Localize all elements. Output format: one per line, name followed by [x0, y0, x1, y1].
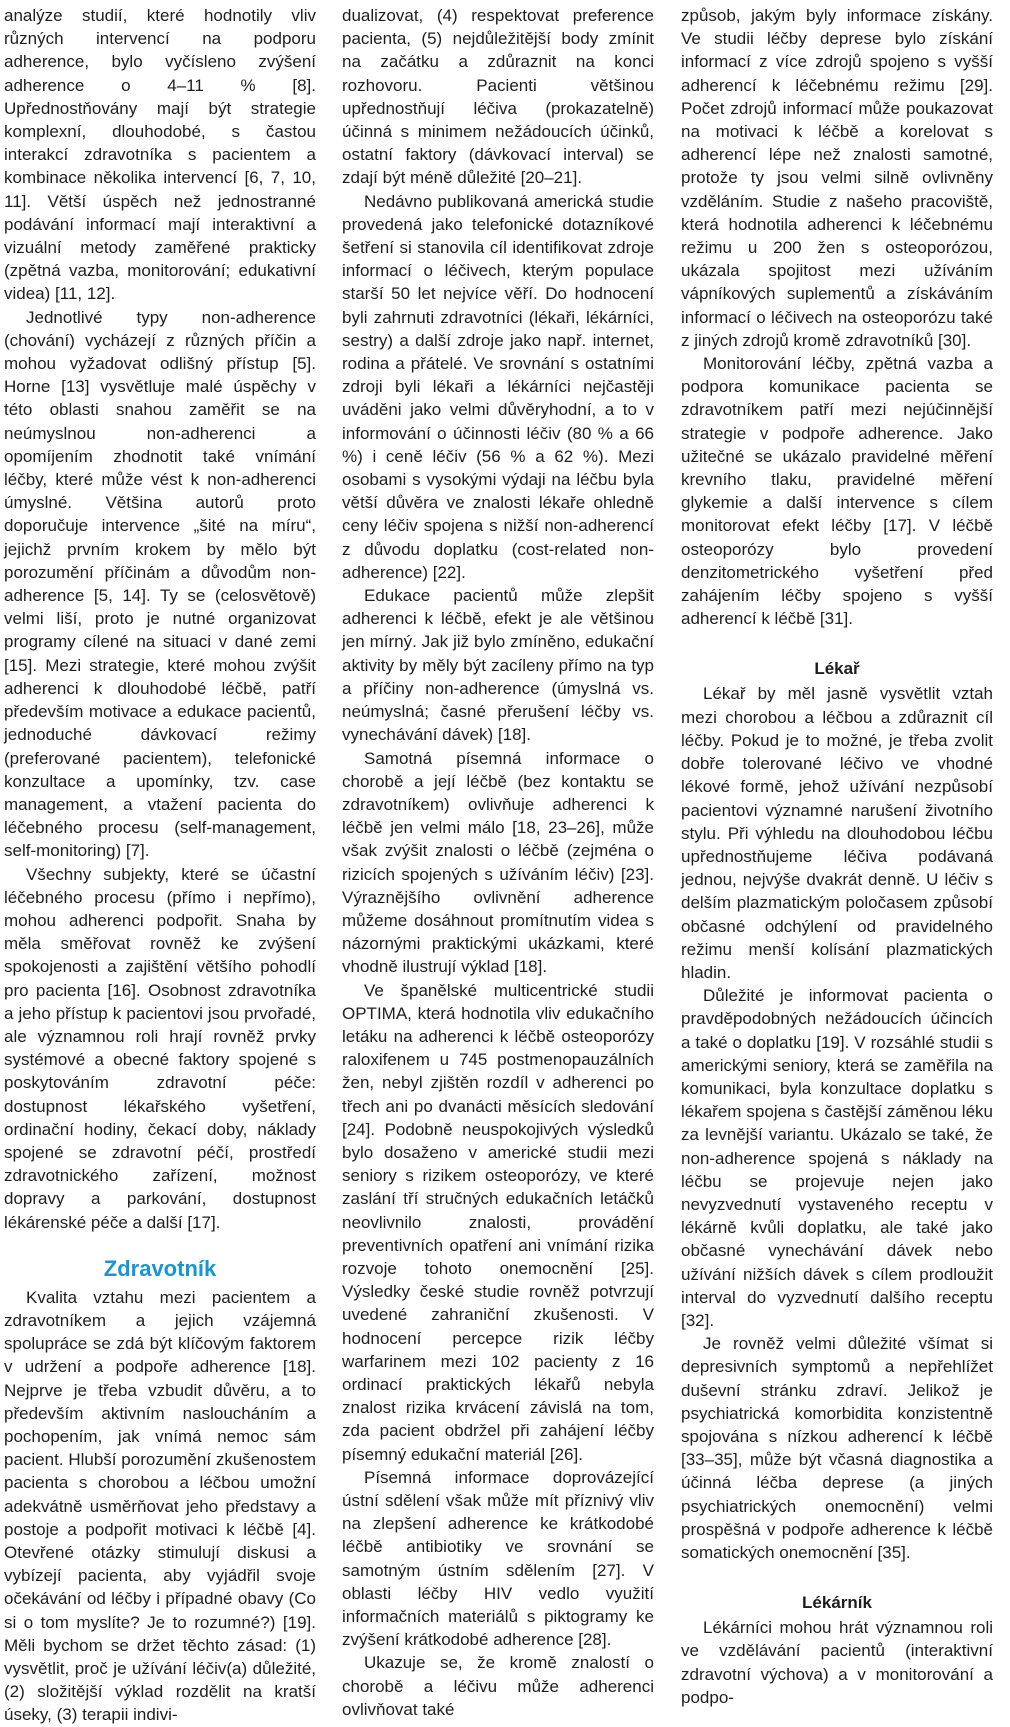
paragraph: Důležité je informovat pacienta o pravděpodobných nežádoucích účincích a také o doplatku [19]. V rozsáhlé studii s americkými seniory, která se zaměřila na komunikaci, byla konzultace doplatku s lékařem spojena s častější záměnou léku za levnější variantu. Ukázalo se také, že non-adherence spojená s náklady na léčbu se projevuje nejen jako nevyzvednutí vystaveného receptu v lékárně kvůli doplatku, ale také jako občasné vynechávání dávek nebo užívání nižších dávek s cílem prodloužit interval do vyzvednutí dalšího receptu [32].: [681, 986, 993, 1330]
text-column-1: [4, 4, 316, 1727]
paragraph: Monitorování léčby, zpětná vazba a podpora komunikace pacienta se zdravotníkem patří mezi nejúčinnější strategie v podpoře adherence. Jako užitečné se ukázalo pravidelné měření krevního tlaku, pravidelné měření glykemie a další intervence s cílem monitorovat efekt léčby [17]. V léčbě osteoporózy bylo provedení denzitometrického vyšetření před zahájením léčby spojeno s vyšší adherencí k léčbě [31].: [681, 354, 993, 629]
paragraph: Lékař by měl jasně vysvětlit vztah mezi chorobou a léčbou a zdůraznit cíl léčby. Pokud je to možné, je třeba zvolit dobře tolerované léčivo ve vhodné lékové formě, jehož užívání nezpůsobí pacientovi významné narušení životního stylu. Při výhledu na dlouhodobou léčbu upřednostňujeme léčiva podávaná jednou, nejvýše dvakrát denně. U léčiv s delším plazmatickým poločasem způsobí občasné odchýlení od pravidelného režimu menší kolísání plazmatických hladin.: [681, 684, 993, 982]
paragraph: Kvalita vztahu mezi pacientem a zdravotníkem a jejich vzájemná spolupráce se zdá být klíčovým faktorem v udržení a podpoře adherence [18]. Nejprve je třeba vzbudit důvěru, a to především aktivním nasloucháním a pochopením, jak vnímá nemoc sám pacient. Hlubší porozumění zkušenostem pacienta s chorobou a léčbou umožní adekvátně usměrňovat jeho představy a postoje a podpořit motivaci k léčbě [4]. Otevřené otázky stimulují diskusi a vybízejí pacienta, aby vyjádřil svoje očekávání od léčby i případné obavy (Co si o tom myslíte? Je to rozumné?) [19]. Měli bychom se držet těchto zásad: (1) vysvětlit, proč je užívání léčiv(a) důležité, (2) složitější výklad rozdělit na kratší úseky, (3) terapii indivi-: [4, 1287, 316, 1725]
paragraph: Samotná písemná informace o chorobě a její léčbě (bez kontaktu se zdravotníkem) ovlivňuje adherenci k léčbě jen velmi málo [18, 23–26], může však zvýšit znalosti o léčbě (zejména o rizicích spojených s užíváním léčiv) [23]. Výraznějšího ovlivnění adherence můžeme dosáhnout promítnutím videa s názornými praktickými ukázkami, které vhodně ilustrují výklad [18].: [342, 748, 654, 977]
paragraph: Písemná informace doprovázející ústní sdělení však může mít příznivý vliv na zlepšení adherence ke krátkodobé léčbě antibiotiky ve srovnání se samotným ústním sdělením [27]. V oblasti léčby HIV vedlo využití informačních materiálů s piktogramy ke zvýšení krátkodobé adherence [28].: [342, 1467, 654, 1650]
subheading-lekarnik: Lékárník: [802, 1593, 872, 1613]
paragraph: Edukace pacientů může zlepšit adherenci k léčbě, efekt je ale většinou jen mírný. Jak již bylo zmíněno, edukační aktivity by měly být zacíleny přímo na typ a příčiny non-adherence (úmyslná vs. neúmyslná; časné přerušení léčby vs. vynechávání dávek) [18].: [342, 586, 654, 745]
text-column-2: [342, 4, 654, 1721]
paragraph: dualizovat, (4) respektovat preference pacienta, (5) nejdůležitější body zmínit na začátku a zdůraznit na konci rozhovoru. Pacienti většinou upřednostňují léčiva (prokazatelně) účinná s minimem nežádoucích účinků, ostatní faktory (dávkovací interval) se zdají být méně důležité [20–21].: [342, 6, 654, 188]
subheading-lekar: Lékař: [814, 659, 860, 679]
paragraph: Lékárníci mohou hrát významnou roli ve vzdělávání pacientů (interaktivní zdravotní výchova) a v monitorování a podpo-: [681, 1618, 993, 1707]
paragraph: Jednotlivé typy non-adherence (chování) vycházejí z různých příčin a mohou vyžadovat odlišný přístup [5]. Horne [13] vysvětluje malé úspěchy v této oblasti snahou zaměřit se na neúmyslnou non-adherenci a opomíjením zhodnotit také vnímání léčby, které může vést k non-adherenci úmyslné. Většina autorů proto doporučuje intervence „šité na míru“, jejichž prvním krokem by mělo být porozumění příčinám a důvodům non-adherence [5, 14]. Ty se (celosvětově) velmi liší, proto je nutné organizovat programy cílené na situaci v dané zemi [15]. Mezi strategie, které mohou zvýšit adherenci k dlouhodobé léčbě, patří především motivace a edukace pacientů, jednoduché dávkovací režimy (preferované pacientem), telefonické konzultace a upomínky, tzv. case management, a vtažení pacienta do léčebného procesu (self-management, self-monitoring) [7].: [4, 307, 316, 861]
section-heading-zdravotnik: Zdravotník: [103, 1255, 217, 1281]
paragraph: analýze studií, které hodnotily vliv různých intervencí na podporu adherence, bylo vyčísleno zvýšení adherence o 4–11 % [8]. Upřednostňovány mají být strategie komplexní, dlouhodobé, s častou interakcí zdravotníka s pacientem a kombinace několika intervencí [6, 7, 10, 11]. Větší úspěch než jednostranné podávání informací mají interaktivní a vizuální metody zaměřené prakticky (zpětná vazba, monitorování; edukativní videa) [11, 12].: [4, 6, 316, 304]
paragraph: Ukazuje se, že kromě znalostí o chorobě a léčivu může adherenci ovlivňovat také: [342, 1653, 654, 1719]
paragraph: způsob, jakým byly informace získány. Ve studii léčby deprese bylo získání informací z více zdrojů spojeno s vyšší adherencí k léčebnému režimu [29]. Počet zdrojů informací může poukazovat na motivaci k léčbě a korelovat s adherencí lépe než znalosti samotné, protože ty jsou velmi silně ovlivněny vzděláním. Studie z našeho pracoviště, která hodnotila adherenci k léčebnému režimu u 200 žen s osteoporózou, ukázala spojitost mezi užíváním vápníkových suplementů a získáváním informací o léčivech na osteoporózu také z jiných zdrojů kromě zdravotníků [30].: [681, 6, 993, 350]
text-column-3: [681, 4, 993, 1709]
paragraph: Nedávno publikovaná americká studie provedená jako telefonické dotazníkové šetření si stanovila cíl identifikovat zdroje informací o léčivech, kterým populace starší 50 let nejvíce věří. Do hodnocení byli zahrnuti zdravotníci (lékaři, lékárníci, sestry) a další zdroje jako např. internet, rodina a přátelé. Ve srovnání s ostatními zdroji byli lékaři a lékárníci nejčastěji uváděni jako velmi důvěryhodní, a to v informování o účinnosti léčiv (80 % a 66 %) i ceně léčiv (56 % a 62 %). Mezi osobami s vysokými výdaji na léčbu byla větší důvěra ve znalosti lékaře ohledně ceny léčiv spojena s nižší non-adherencí z důvodu doplatku (cost-related non-adherence) [22].: [342, 191, 654, 582]
paragraph: Ve španělské multicentrické studii OPTIMA, která hodnotila vliv edukačního letáku na adherenci k léčbě osteoporózy raloxifenem u 745 postmenopauzálních žen, nebyl zjištěn rozdíl v adherenci po třech ani po dvanácti měsících sledování [24]. Podobně neuspokojivých výsledků bylo dosaženo v americké studii mezi seniory s rizikem osteoporózy, ve které zaslání tří stručných edukačních letáčků neovlivnilo znalosti, provádění preventivních opatření ani vnímání rizika rozvoje tohoto onemocnění [25]. Výsledky české studie rovněž potvrzují uvedené zahraniční zkušenosti. V hodnocení percepce rizik léčby warfarinem mezi 102 pacienty z 16 ordinací praktických lékařů nebyla znalost rizika krvácení závislá na tom, zda pacient obdržel při zahájení léčby písemný edukační materiál [26].: [342, 980, 654, 1464]
paragraph: Všechny subjekty, které se účastní léčebného procesu (přímo i nepřímo), mohou adherenci podpořit. Snaha by měla směřovat rovněž ke zvýšení spokojenosti a zajištění většího pohodlí pro pacienta [16]. Osobnost zdravotníka a jeho přístup k pacientovi jsou prvořadé, ale významnou roli hrají rovněž prvky systémové a obecné faktory spojené s poskytováním zdravotní péče: dostupnost lékařského vyšetření, ordinační hodiny, čekací doby, náklady spojené se zdravotní péčí, prostředí zdravotnického zařízení, možnost dopravy a parkování, dostupnost lékárenské péče a další [17].: [4, 864, 316, 1232]
paragraph: Je rovněž velmi důležité všímat si depresivních symptomů a nepřehlížet duševní stránku zdraví. Jelikož je psychiatrická komorbidita konzistentně spojována s nízkou adherencí k léčbě [33–35], může být včasná diagnostika a účinná léčba deprese (a jiných psychiatrických onemocnění) velmi prospěšná v podpoře adherence k léčbě somatických onemocnění [35].: [681, 1334, 993, 1562]
